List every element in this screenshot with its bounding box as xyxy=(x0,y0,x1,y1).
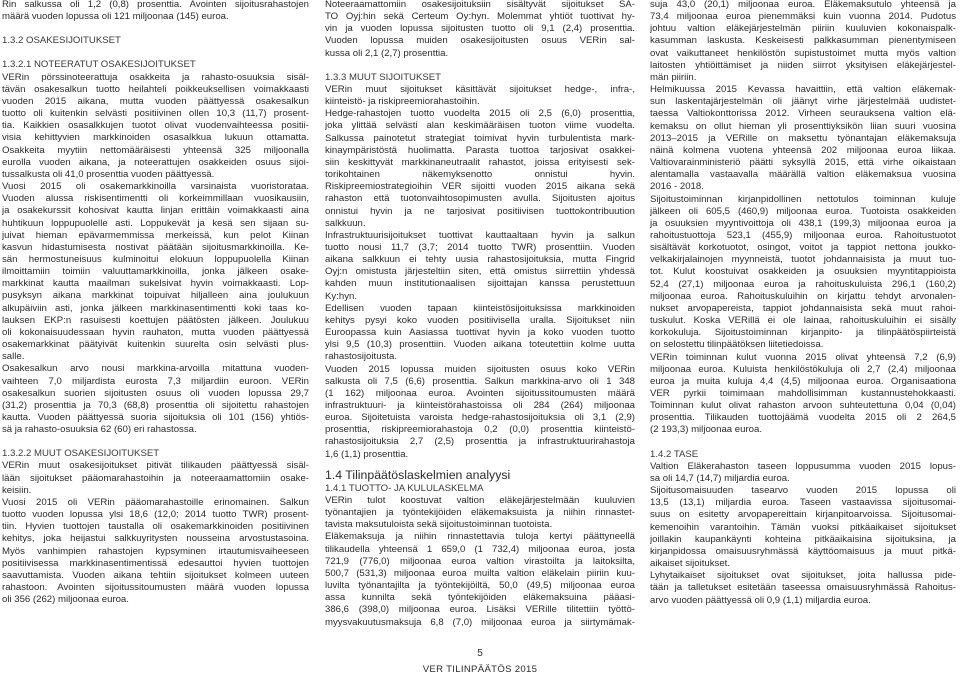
text-line: Sijoitusomaisuuden tasearvo vuoden 2015 lopussa oli xyxy=(650,485,956,497)
text-line: tuotto oli kuitenkin selvästi positiivinen ollen 10,3 (11,7) prosent- xyxy=(2,108,309,120)
text-line: rahastosijoituksia 2,7 (2,5) prosenttia ja infrastruktuurirahastoja xyxy=(325,436,635,448)
text-line: vuoden 2015 aikana, mutta vuoden päättyessä osakesalkun xyxy=(2,95,309,107)
text-line: Sijoitustoiminnan kirjanpidollinen nettotulos toiminnan kuluje xyxy=(650,193,956,205)
text-line: luvilta työnantajilta ja työntekijöiltä, 50,0 (49,5) miljoonaa euroa xyxy=(325,580,635,592)
text-column-left xyxy=(2,0,309,606)
text-column-right xyxy=(650,0,956,607)
text-line: 73,4 miljoonaa euroa pienemmäksi kuin vuonna 2014. Pudotus xyxy=(650,11,956,23)
text-line: juivat hieman epävarmemmissa merkeissä, kun pelot Kiinan xyxy=(2,229,309,241)
section-heading: 1.3.2.2 MUUT OSAKESIJOITUKSET xyxy=(2,448,160,460)
text-line: Salkussa painotetut strategiat toimivat hyvin turbulentista mark- xyxy=(325,132,635,144)
text-line: korkokuluja. Sijoitustoiminnan kirjanpito- ja tilinpäätöspiirteistä xyxy=(650,327,956,339)
text-line: vin ja vuoden lopussa sijoitusten tuotto oli 9,1 (2,4) prosenttia. xyxy=(325,23,635,35)
text-line: assa kunnilta sekä työntekijöiden eläkemaksuina pääasi- xyxy=(325,592,635,604)
text-line: 52,4 (27,1) miljoonaa euroa ja rahoituskuluista 296,1 (160,2) xyxy=(650,278,956,290)
text-line: TO Oyj:hin sekä Certeum Oy:hyn. Molemmat yhtiöt tuottivat hy- xyxy=(325,11,635,23)
text-line: sän hermostuneisuus kulminoitui elokuun loppupuolella Kiinan xyxy=(2,253,309,265)
text-line: män piiriin. xyxy=(650,71,697,83)
text-line: Vuosi 2015 oli osakemarkkinoilla varsinaista vuoristorataa. xyxy=(2,181,309,193)
text-line: näinä kolmena vuotena yhteensä 202 miljoonaa euroa liikaa. xyxy=(650,144,956,156)
text-line: pusyksyn aikana markkinat toipuivat hiljalleen aina joulukuun xyxy=(2,290,309,302)
text-line: 2013–2015 ja VERille on maksettu työnantajan eläkemaksuja xyxy=(650,132,956,144)
text-line: ilmoittamiin toimiin valuuttamarkkinoilla, jonka jälkeen osake- xyxy=(2,266,309,278)
section-heading: 1.4.2 TASE xyxy=(650,448,699,460)
text-line: Eläkemaksuja ja niihin rinnastettavia tuloja kertyi päättyneellä xyxy=(325,531,635,543)
text-line: prosenttia. Tilikauden tuottojäämä vuodelta 2015 oli 2 264,5 xyxy=(650,412,956,424)
section-heading: 1.4.1 TUOTTO- JA KULULASKELMA xyxy=(325,482,484,494)
text-line: tuotto nousi 11,7 (3,7; 2014 tuotto TWR) prosenttiin. Vuoden xyxy=(325,241,635,253)
text-line: euroa. Sijoitetuista varoista hedge-rahastosijoituksia oli 3,1 (2,9) xyxy=(325,412,635,424)
text-line: Toiminnan kulut olivat rahaston arvoon suhteutettuna 0,04 (0,04) xyxy=(650,400,956,412)
footer-label: VER TILINPÄÄTÖS 2015 xyxy=(422,664,538,675)
paragraph-gap xyxy=(2,47,309,59)
text-line: tilikaudella yhteensä 1 659,0 (1 732,4) miljoonaa euroa, josta xyxy=(325,543,635,555)
text-line: myysvakuutusmaksuja 6,8 (7,0) miljoonaa euroa ja siirtymämak- xyxy=(325,616,635,628)
text-line: VER pyrkii toimimaan mahdollisimman kustannustehokkaasti. xyxy=(650,388,956,399)
paragraph-gap xyxy=(650,437,956,449)
text-line: (2 193,3) miljoonaa euroa. xyxy=(650,424,762,436)
text-line: oli kokonaisuudessaan hyvin rauhaton, mutta vuoden päättyessä xyxy=(2,326,309,338)
text-line: Noteeraamattomiin osakesijoituksiin sisältyvät sijoitukset SA- xyxy=(325,0,635,10)
text-line: prosenttia, riskipreemiorahastoja 0,2 (0,0) prosenttia kiinteistö- xyxy=(325,424,635,436)
text-line: Vuosi 2015 oli VERin pääomarahastoille erinomainen. Salkun xyxy=(2,496,309,508)
text-line: osakemarkkinat päätyivät kuitenkin suurelta osin selvästi plus- xyxy=(2,339,309,351)
text-line: saavuttamista. Vuoden aikana tehtiin sijoitukset kolmeen uuteen xyxy=(2,569,309,581)
text-line: positiivisessa markkinasentimentissä edesauttoi hyvien tuottojen xyxy=(2,557,309,569)
text-line: Edellisen vuoden tapaan kiinteistösijoituksissa markkinoiden xyxy=(325,302,635,314)
paragraph-gap xyxy=(325,60,635,72)
text-line: lauksen EKP:n rasuisesti koettujen päätösten jälkeen. Joulukuu xyxy=(2,314,309,326)
text-line: infrastruktuuri- ja kiinteistörahastoissa oli 284 (264) miljoonaa xyxy=(325,400,635,411)
text-line: Riskipreemiostrategioihin VER sijoitti vuoden 2015 aikana sekä xyxy=(325,181,635,193)
text-line: tot. Kulut koostuivat osakkeiden ja osuuksien myyntitappioista xyxy=(650,266,956,278)
text-line: tavista maksutuloista sekä sijoitustoiminnan tuotoista. xyxy=(325,519,553,531)
section-heading: 1.3.2 OSAKESIJOITUKSET xyxy=(2,35,121,47)
text-line: Rin salkussa oli 1,2 (0,8) prosenttia. Avointen sijoitusrahastojen xyxy=(2,0,309,10)
text-line: (1 162) miljoonaa euroa. Avointen sijoitussitoumusten määrä xyxy=(325,387,635,399)
text-line: miljoonaa euroa. Kuluista henkilöstökuluja oli 2,7 (2,4) miljoonaa xyxy=(650,363,956,375)
text-line: rahastosijoitusta. xyxy=(325,351,397,363)
text-line: rahoitustuottoja 523,1 (455,9) miljoonaa euroa. Rahoitustuotot xyxy=(650,229,956,241)
text-line: siin keskittyvät markkinaneutraalit rahastot, joissa erityisesti sek- xyxy=(325,156,635,168)
text-line: oli 356 (262) miljoonaa euroa. xyxy=(2,594,129,606)
text-line: ja osuuksien myyntivoittoja oli 438,1 (199,3) miljoonaa euroa ja xyxy=(650,217,956,229)
text-line: 1,6 (1,1) prosenttia. xyxy=(325,448,409,460)
section-heading: 1.3.3 MUUT SIJOITUKSET xyxy=(325,71,442,83)
text-line: kasumman laskusta. Keskeisesti palkkasumman pienentymiseen xyxy=(650,35,956,47)
text-line: Valtiovarainministeriö päätti syksyllä 2015, että virhe oikaistaan xyxy=(650,157,956,169)
text-line: eurolla vuoden aikana, ja noteerattujen osakkeiden osuus sijoi- xyxy=(2,156,309,168)
text-line: tuskulut. Koska VERillä ei ole lainaa, rahoituskuluihin ei sisälly xyxy=(650,315,956,327)
text-line: suja 43,0 (20,1) miljoonaa euroa. Eläkemaksutulo yhteensä ja xyxy=(650,0,956,10)
text-line: kussa oli 2,1 (2,7) prosenttia. xyxy=(325,47,449,59)
text-line: 386,6 (398,0) miljoonaa euroa. Lisäksi VERille tilitettiin työttö- xyxy=(325,604,635,616)
text-line: johtuu valtion eläkejärjestelmän piiriin kuuluvien kokonaispalk- xyxy=(650,23,956,35)
section-heading: 1.4 Tilinpäätöslaskelmien analyysi xyxy=(325,467,511,482)
text-line: kehitys, joka heijastui salkkuyritysten nousseina arvostustasoina. xyxy=(2,533,309,545)
text-line: rahastoon. Avointen sijoitussitoumusten määrä vuoden lopussa xyxy=(2,582,309,594)
text-line: ovat vaikuttaneet henkilöstön supistustoimet mutta myös valtion xyxy=(650,47,956,59)
text-line: visia kehittyvien markkinoiden osasalkkua lukuun ottamatta. xyxy=(2,132,309,144)
text-line: kasvun hidastumisesta nostivat päätään sijoitusmarkkinoilla. Ke- xyxy=(2,241,309,253)
paragraph-gap xyxy=(2,436,309,448)
text-line: tuotto vuoden lopussa ylsi 18,6 (12,0; 2014 tuotto TWR) prosent- xyxy=(2,509,309,521)
text-line: kinaympäristöstä huolimatta. Parasta tuottoa tarjosivat osakkei- xyxy=(325,144,635,156)
text-line: tia. Kaikkien osasalkkujen tuotot olivat vuodenvaihteessa positii- xyxy=(2,120,309,132)
text-line: keisiin. xyxy=(2,484,32,496)
text-line: Vuoden alussa riskisentimentti oli korkeimmillaan vuosikausiin, xyxy=(2,193,309,205)
text-line: euroa ja muita kuluja 4,4 (4,5) miljoonaa euroa. Organisaationa xyxy=(650,375,956,387)
section-heading: 1.3.2.1 NOTEERATUT OSAKESIJOITUKSET xyxy=(2,59,196,71)
text-line: tävän osakesalkun tuotto heilahteli poikkeuksellisen voimakkaasti xyxy=(2,83,309,95)
text-line: velkakirjalainojen myynneistä, tuotot johdannaisista ja muut tuo- xyxy=(650,254,956,266)
text-line: Ky:hyn. xyxy=(325,290,357,302)
text-line: ylsi 9,5 (10,3) prosenttiin. Vuoden aikana toteutettiin kolme uutta xyxy=(325,339,635,351)
text-line: joillakin kaupankäynti kohteina pitkäaikaisina sijoituksina, ja xyxy=(650,533,956,545)
text-line: tään ja talletukset esitetään taseessa omaisuusryhmässä Rahoitus- xyxy=(650,582,956,594)
text-line: 721,9 (776,0) miljoonaa euroa valtion virastoilta ja laitoksilta, xyxy=(325,555,635,567)
text-line: arvo vuoden päättyessä oli 0,9 (1,1) miljardia euroa. xyxy=(650,594,871,606)
text-line: rahaston että tuotonvaihtosopimusten avulla. Sijoitusten ajoitus xyxy=(325,193,635,205)
text-line: 500,7 (531,3) miljoonaa euroa muilta valtion eläkelain piiriin kuu- xyxy=(325,567,635,579)
text-line: Myös vanhimpien rahastojen kypsyminen irtautumisvaiheeseen xyxy=(2,545,309,557)
text-line: VERin pörssinoteerattuja osakkeita ja rahasto-osuuksia sisäl- xyxy=(2,71,309,83)
text-line: kirjanpidossa omaisuusryhmässä käyttöomaisuus ja muut pitkä- xyxy=(650,545,956,557)
text-column-middle xyxy=(325,0,635,629)
text-line: työnantajien ja työntekijöiden eläkemaksuista ja niihin rinnastet- xyxy=(325,507,635,519)
text-line: kautta. Vuoden päättyessä suoria sijoituksia oli 101 (156) yhtiös- xyxy=(2,412,309,423)
text-line: tiin. Hyvien tuottojen taustalla oli osakemarkkinoiden positiivinen xyxy=(2,521,309,533)
text-line: jälkeen oli 605,5 (460,9) miljoonaa euroa. Tuotoista osakkeiden xyxy=(650,205,956,217)
text-line: kehitys pysyi koko vuoden positiivisella uralla. Sijoitukset niin xyxy=(325,314,635,326)
text-line: joka ylittää selvästi alan keskimääräisen tuoton viime vuodelta. xyxy=(325,120,635,132)
text-line: osakesalkun suorien sijoitusten osuus oli vuoden lopussa 29,7 xyxy=(2,387,309,399)
text-line: ja osakekurssit kohosivat kautta linjan erittäin voimakkaasti aina xyxy=(2,205,309,217)
text-line: on selostettu tilinpäätöksen liitetiedoissa. xyxy=(650,339,824,351)
text-line: Euroopassa kuin Aasiassa tuottivat hyvin ja koko vuoden tuotto xyxy=(325,327,635,339)
text-line: vaihteen 7,0 miljardista eurosta 7,3 miljardiin euroon. VERin xyxy=(2,375,309,387)
text-line: Infrastruktuurisijoitukset tuottivat kauttaaltaan hyvin ja salkun xyxy=(325,229,635,241)
text-line: VERin tulot koostuvat valtion eläkejärjestelmään kuuluvien xyxy=(325,494,635,506)
text-line: Valtion Eläkerahaston taseen loppusumma vuoden 2015 lopus- xyxy=(650,460,956,472)
text-line: 13,5 (13,1) miljardia euroa. Taseen vastaavissa sijoitusomai- xyxy=(650,497,956,509)
text-line: Vuoden 2015 lopussa muiden sijoitusten osuus koko VERin xyxy=(325,363,635,375)
text-line: laitosten yhtiöittämiset ja niiden siirrot yksityisen eläkejärjestel- xyxy=(650,59,956,71)
text-line: määrä vuoden lopussa oli 121 miljoonaa (145) euroa. xyxy=(2,11,229,23)
text-line: Vuoden lopussa muiden osakesijoitusten osuus VERin sal- xyxy=(325,35,635,47)
text-line: (31,2) prosenttia ja 70,3 (68,8) prosenttia oli sijoitettu rahastojen xyxy=(2,399,309,411)
text-line: aikana salkkuun ei tehty uusia rahastosijoituksia, mutta Fingrid xyxy=(325,254,635,266)
text-line: VERin muut osakesijoitukset pitivät tilikauden päättyessä sisäl- xyxy=(2,460,309,472)
text-line: sa oli 14,7 (14,7) miljardia euroa. xyxy=(650,472,790,484)
text-line: kemenoihin varantoihin. Tämän vuoksi pitkäaikaiset sijoitukset xyxy=(650,521,956,533)
text-line: onnistui hyvin ja ne tarjosivat positiivisen tuottokontribuution xyxy=(325,205,635,217)
text-line: sä ja rahasto-osuuksia 62 (60) eri rahastossa. xyxy=(2,424,197,436)
text-line: alentamalla vastaavalla määrällä valtion eläkemaksua vuosina xyxy=(650,169,956,181)
text-line: lään sijoitukset pääomarahastoihin ja noteeraamattomiin osake- xyxy=(2,472,309,484)
paragraph-gap xyxy=(2,23,309,35)
text-line: torikohtainen näkemyksenotto onnistui hyvin. xyxy=(325,169,635,181)
text-line: aikaiset sijoitukset. xyxy=(650,558,730,570)
text-line: sisältävät korkotuotot, osingot, voitot ja tappiot nettona joukko- xyxy=(650,242,956,254)
text-line: Lyhytaikaiset sijoitukset ovat sijoitukset, joita hallussa pide- xyxy=(650,570,956,582)
text-line: kemaksu on ollut hieman yli prosenttiyksikön liian suuri vuosina xyxy=(650,120,956,132)
text-line: kahden muun institutionaalisen sijoittajan kanssa perustettuun xyxy=(325,278,635,290)
text-line: kiinteistö- ja riskipreemiorahastoihin. xyxy=(325,96,480,108)
text-line: miljoonaa euroa. Rahoituskuluihin on kirjattu tehdyt arvonalen- xyxy=(650,290,956,302)
text-line: Osakesalkun arvo nousi markkina-arvoilla mitattuna vuoden- xyxy=(2,363,309,375)
text-line: suus on esitetty arvopapereittain kirjanpitoarvoissa. Sijoitusomai- xyxy=(650,509,956,521)
text-line: salle. xyxy=(2,351,25,363)
text-line: Helmikuussa 2015 Kevassa havaittiin, että valtion eläkemak- xyxy=(650,84,956,96)
text-line: salkkuun. xyxy=(325,217,366,229)
page-number: 5 xyxy=(477,648,483,659)
text-line: nukset arvopapereista, tappiot johdannaisista sekä muut rahoi- xyxy=(650,302,956,314)
text-line: 2016 - 2018. xyxy=(650,181,704,193)
text-line: markkinat kautta maailman sukelsivat hyvin voimakkaasti. Lop- xyxy=(2,278,309,290)
text-line: VERin toiminnan kulut vuonna 2015 olivat yhteensä 7,2 (6,9) xyxy=(650,351,956,363)
text-line: taessa Valtiokonttorissa 2012. Virheen seurauksena valtion elä- xyxy=(650,108,956,120)
text-line: Oyj:n omistusta järjesteltiin siten, että omistus siirrettiin yhdessä xyxy=(325,266,635,278)
text-line: sun laskentajärjestelmän oli jäänyt virhe järjestelmää uudistet- xyxy=(650,96,956,108)
text-line: salkusta oli 7,5 (6,6) prosenttia. Salkun markkina-arvo oli 1 348 xyxy=(325,375,635,387)
text-line: VERin muut sijoitukset käsittävät sijoitukset hedge-, infra-, xyxy=(325,83,635,95)
text-line: tussalkusta oli 41,0 prosenttia vuoden päättyessä. xyxy=(2,168,215,180)
text-line: Osakkeita myytiin nettomääräisesti yhteensä 325 miljoonalla xyxy=(2,144,309,156)
text-line: alkupäiviin asti, jonka jälkeen markkinasentimentti koki taas ko- xyxy=(2,302,309,314)
text-line: huhtikuun loppupuolelle asti. Loppukevät ja kesä sen sijaan su- xyxy=(2,217,309,229)
text-line: Hedge-rahastojen tuotto vuodelta 2015 oli 2,5 (6,0) prosenttia, xyxy=(325,108,635,120)
